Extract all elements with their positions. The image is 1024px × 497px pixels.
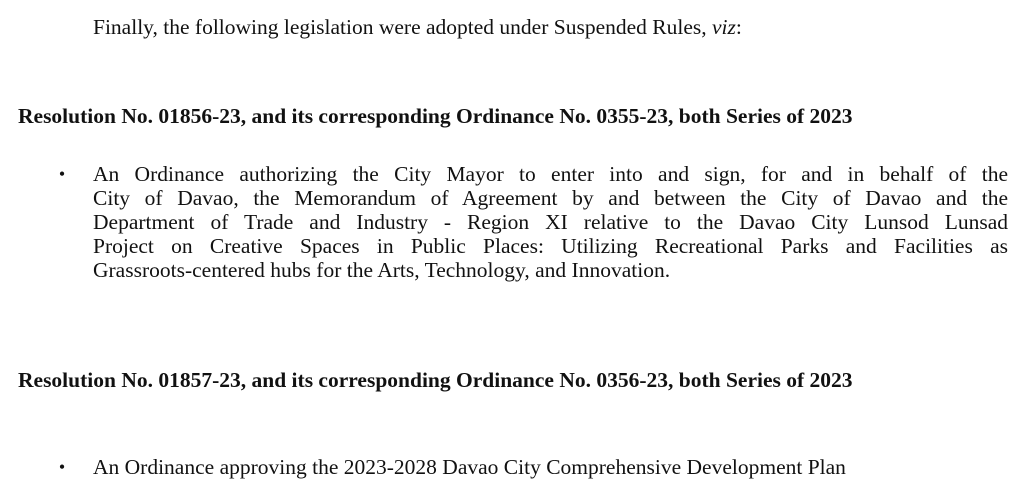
ordinance-text-0356 [93,455,1008,479]
ordinance-line: Project on Creative Spaces in Public Places: Utilizing Recreational Parks and Facilities as [93,234,1008,258]
resolution-heading-01857: Resolution No. 01857-23, and its corresponding Ordinance No. 0356-23, both Series of 2023 [18,368,853,392]
ordinance-line: City of Davao, the Memorandum of Agreement by and between the City of Davao and the [93,186,1008,210]
ordinance-line: An Ordinance authorizing the City Mayor to enter into and sign, for and in behalf of the [93,162,1008,186]
ordinance-line: Department of Trade and Industry - Region XI relative to the Davao City Lunsod Lunsad [93,210,1008,234]
ordinance-line: An Ordinance approving the 2023-2028 Davao City Comprehensive Development Plan [93,455,846,479]
intro-text: Finally, the following legislation were adopted under Suspended Rules, [93,15,713,39]
ordinance-line: Grassroots-centered hubs for the Arts, Technology, and Innovation. [93,258,671,282]
ordinance-text-0355 [93,162,1008,282]
intro-viz: viz [712,15,736,39]
intro-colon: : [735,15,742,39]
bullet-icon: • [58,164,66,184]
intro-paragraph [93,12,742,42]
bullet-icon: • [58,457,66,477]
resolution-heading-01856: Resolution No. 01856-23, and its corresponding Ordinance No. 0355-23, both Series of 2023 [18,104,853,128]
